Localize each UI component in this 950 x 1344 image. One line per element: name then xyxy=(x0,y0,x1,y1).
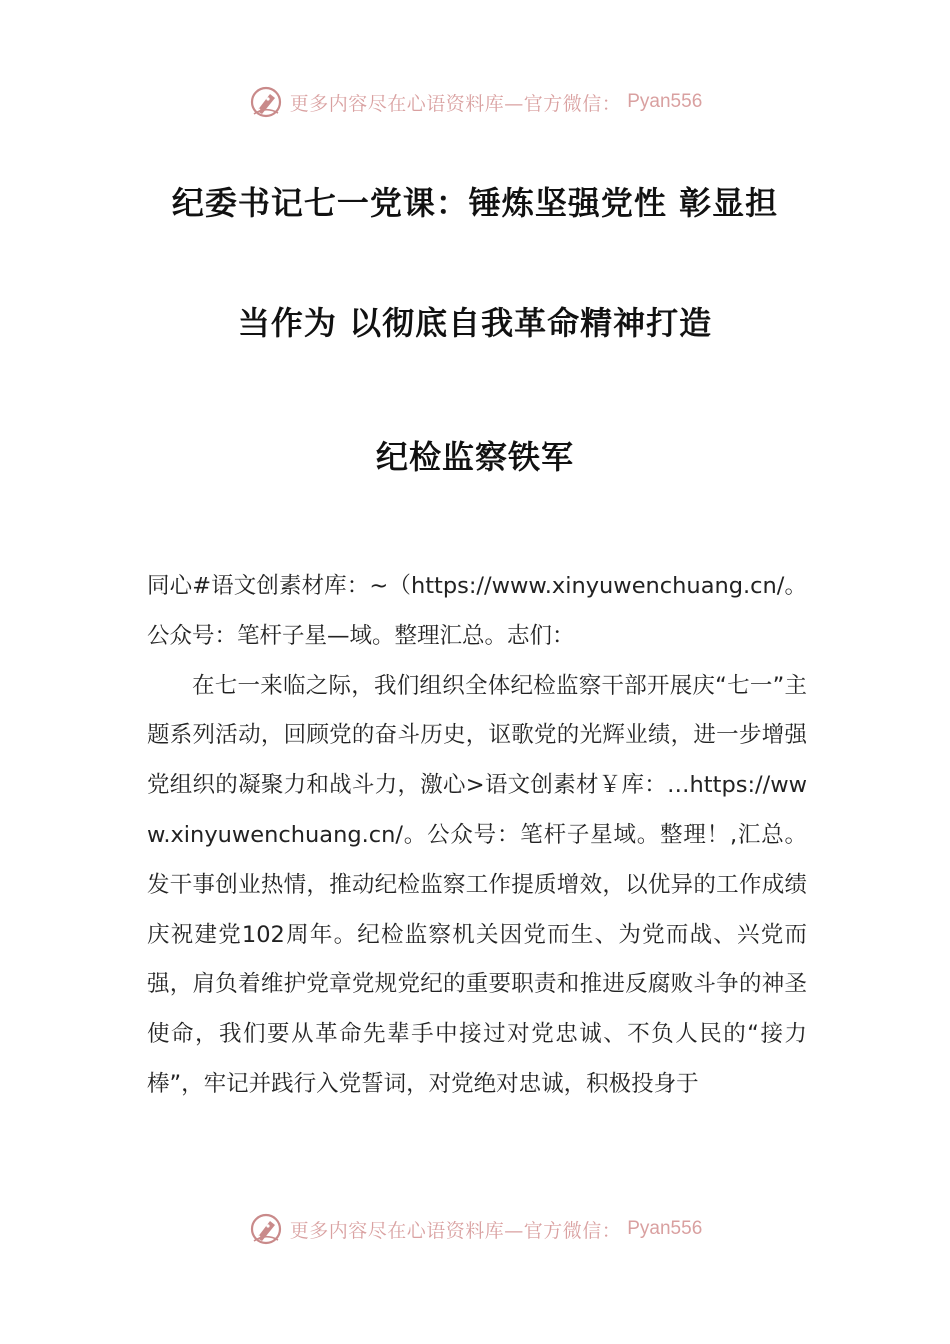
footer-wechat-id: Pyan556 xyxy=(627,1218,703,1239)
header-wechat-id: Pyan556 xyxy=(627,91,703,112)
document-body xyxy=(147,562,807,1110)
footer-banner xyxy=(0,1211,950,1247)
intro-paragraph: 同心#语文创素材库：~（https://www.xinyuwenchuang.cn/。公众号：笔杆子星—域。整理汇总。志们： xyxy=(147,573,807,649)
pen-nib-logo-icon xyxy=(248,1211,284,1247)
header-banner xyxy=(0,84,950,120)
title-line-2: 当作为 以彻底自我革命精神打造 xyxy=(237,304,713,342)
pen-nib-logo-icon xyxy=(248,84,284,120)
title-line-1: 纪委书记七一党课：锤炼坚强党性 彰显担 xyxy=(171,184,779,222)
header-banner-text: 更多内容尽在心语资料库—官方微信： xyxy=(289,92,622,115)
footer-banner-text: 更多内容尽在心语资料库—官方微信： xyxy=(289,1219,622,1242)
body-paragraph-1: 在七一来临之际，我们组织全体纪检监察干部开展庆“七一”主题系列活动，回顾党的奋斗历史，讴歌党的光辉业绩，进一步增强党组织的凝聚力和战斗力，激心>语文创素材￥库：…https://www.xinyuwenchuang.cn/。公众号：笔杆子星域。整理！,汇总。发干事创业热情，推动纪检监察工作提质增效，以优异的工作成绩庆祝建党102周年。纪检监察机关因党而生、为党而战、兴党而强，肩负着维护党章党规党纪的重要职责和推进反腐败斗争的神圣使命，我们要从革命先辈手中接过对党忠诚、不负人民的“接力棒”，牢记并践行入党誓词，对党绝对忠诚，积极投身于 xyxy=(147,672,807,1097)
title-line-3: 纪检监察铁军 xyxy=(375,438,574,476)
